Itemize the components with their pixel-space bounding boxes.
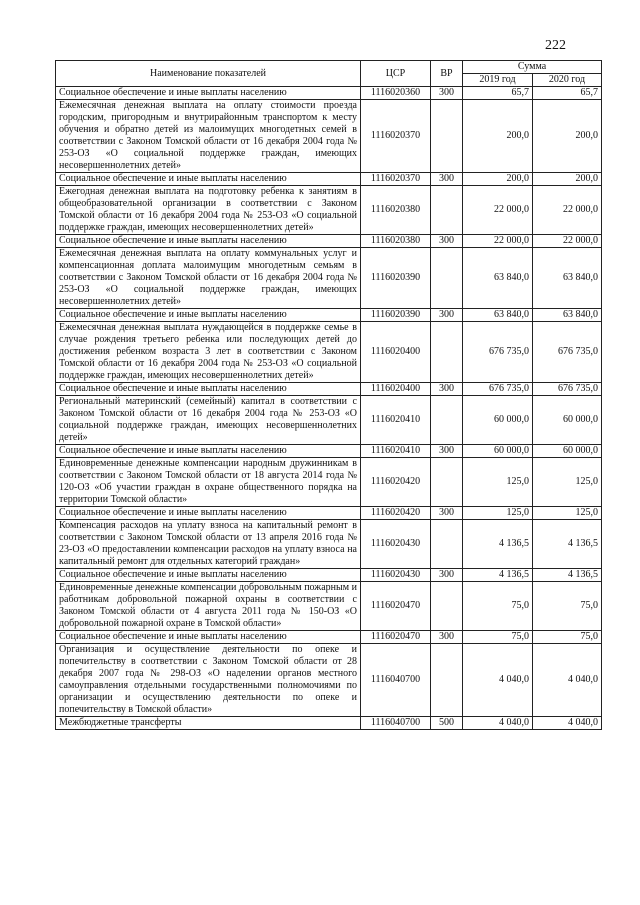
cell-vr — [431, 248, 463, 309]
table-row — [56, 569, 602, 582]
cell-csr: 1116040700 — [361, 644, 431, 717]
cell-name: Ежемесячная денежная выплата на оплату стоимости проезда городским, пригородным и внутрирайонным транспортом к месту обучения и обратно детей из малоимущих многодетных семей в соответствии с Законом Томской области от 16 декабря 2004 года № 253-ОЗ «О социальной поддержке граждан, имеющих несовершеннолетних детей» — [56, 100, 361, 173]
cell-vr: 500 — [431, 717, 463, 730]
cell-2020: 65,7 — [533, 87, 602, 100]
cell-vr — [431, 322, 463, 383]
cell-name: Социальное обеспечение и иные выплаты населению — [56, 173, 361, 186]
cell-vr: 300 — [431, 173, 463, 186]
cell-2019: 75,0 — [463, 582, 533, 631]
cell-csr: 1116020420 — [361, 507, 431, 520]
cell-2020: 63 840,0 — [533, 248, 602, 309]
cell-name: Ежемесячная денежная выплата нуждающейся в поддержке семье в случае рождения третьего ребенка или последующих детей до достижения ребенком возраста 3 лет в соответствии с Законом Томской области от 16 декабря 2004 года № 253-ОЗ «О социальной поддержке граждан, имеющих несовершеннолетних детей» — [56, 322, 361, 383]
cell-csr: 1116020400 — [361, 322, 431, 383]
cell-name: Социальное обеспечение и иные выплаты населению — [56, 631, 361, 644]
cell-2020: 4 136,5 — [533, 520, 602, 569]
table-header — [56, 61, 602, 87]
cell-2019: 63 840,0 — [463, 309, 533, 322]
table-row — [56, 644, 602, 717]
cell-csr: 1116040700 — [361, 717, 431, 730]
cell-name: Единовременные денежные компенсации народным дружинникам в соответствии с Законом Томской области от 18 августа 2014 года № 120-ОЗ «Об участии граждан в охране общественного порядка на территории Томской области» — [56, 458, 361, 507]
cell-vr — [431, 644, 463, 717]
cell-name: Региональный материнский (семейный) капитал в соответствии с Законом Томской области от 16 декабря 2004 года № 253-ОЗ «О социальной поддержке граждан, имеющих несовершеннолетних детей» — [56, 396, 361, 445]
cell-csr: 1116020430 — [361, 520, 431, 569]
header-sum: Сумма — [463, 61, 602, 74]
cell-2019: 75,0 — [463, 631, 533, 644]
cell-2019: 4 136,5 — [463, 569, 533, 582]
header-csr: ЦСР — [361, 61, 431, 87]
table-row — [56, 582, 602, 631]
cell-vr: 300 — [431, 569, 463, 582]
table-row — [56, 309, 602, 322]
cell-vr — [431, 396, 463, 445]
cell-2020: 125,0 — [533, 458, 602, 507]
cell-name: Социальное обеспечение и иные выплаты населению — [56, 569, 361, 582]
cell-2020: 75,0 — [533, 631, 602, 644]
table-row — [56, 396, 602, 445]
cell-csr: 1116020470 — [361, 631, 431, 644]
cell-name: Ежемесячная денежная выплата на оплату коммунальных услуг и компенсационная доплата малоимущим многодетным семьям в соответствии с Законом Томской области от 16 декабря 2004 года № 253-ОЗ «О социальной поддержке граждан, имеющих несовершеннолетних детей» — [56, 248, 361, 309]
cell-name: Социальное обеспечение и иные выплаты населению — [56, 445, 361, 458]
cell-2019: 60 000,0 — [463, 445, 533, 458]
header-year-2020: 2020 год — [533, 74, 602, 87]
cell-csr: 1116020390 — [361, 248, 431, 309]
cell-vr: 300 — [431, 631, 463, 644]
cell-2020: 60 000,0 — [533, 396, 602, 445]
cell-name: Межбюджетные трансферты — [56, 717, 361, 730]
cell-2020: 22 000,0 — [533, 235, 602, 248]
cell-name: Социальное обеспечение и иные выплаты населению — [56, 87, 361, 100]
cell-2020: 125,0 — [533, 507, 602, 520]
cell-csr: 1116020380 — [361, 186, 431, 235]
cell-csr: 1116020390 — [361, 309, 431, 322]
cell-2019: 4 040,0 — [463, 644, 533, 717]
table-row — [56, 507, 602, 520]
cell-2019: 200,0 — [463, 173, 533, 186]
table-row — [56, 445, 602, 458]
cell-vr — [431, 458, 463, 507]
cell-name: Социальное обеспечение и иные выплаты населению — [56, 235, 361, 248]
cell-vr — [431, 100, 463, 173]
cell-2019: 125,0 — [463, 507, 533, 520]
cell-2020: 63 840,0 — [533, 309, 602, 322]
header-vr: ВР — [431, 61, 463, 87]
cell-name: Социальное обеспечение и иные выплаты населению — [56, 507, 361, 520]
header-name: Наименование показателей — [56, 61, 361, 87]
cell-name: Организация и осуществление деятельности по опеке и попечительству в соответствии с Законом Томской области от 28 декабря 2007 года № 298-ОЗ «О наделении органов местного самоуправления отдельными государственными полномочиями по организации и осуществлению деятельности по опеке и попечительству в Томской области» — [56, 644, 361, 717]
table-row — [56, 631, 602, 644]
cell-csr: 1116020420 — [361, 458, 431, 507]
cell-vr — [431, 582, 463, 631]
cell-2020: 676 735,0 — [533, 383, 602, 396]
cell-2020: 4 040,0 — [533, 717, 602, 730]
cell-vr — [431, 520, 463, 569]
cell-2019: 65,7 — [463, 87, 533, 100]
cell-2020: 4 136,5 — [533, 569, 602, 582]
cell-vr: 300 — [431, 235, 463, 248]
cell-2020: 22 000,0 — [533, 186, 602, 235]
cell-csr: 1116020370 — [361, 173, 431, 186]
cell-csr: 1116020430 — [361, 569, 431, 582]
cell-csr: 1116020380 — [361, 235, 431, 248]
cell-2019: 60 000,0 — [463, 396, 533, 445]
table-row — [56, 235, 602, 248]
cell-csr: 1116020410 — [361, 445, 431, 458]
cell-vr: 300 — [431, 87, 463, 100]
cell-name: Единовременные денежные компенсации добровольным пожарным и работникам добровольной пожарной охраны в соответствии с Законом Томской области от 4 августа 2011 года № 150-ОЗ «О добровольной пожарной охране в Томской области» — [56, 582, 361, 631]
table-row — [56, 520, 602, 569]
table-row — [56, 458, 602, 507]
table-row — [56, 173, 602, 186]
cell-2019: 22 000,0 — [463, 186, 533, 235]
cell-csr: 1116020410 — [361, 396, 431, 445]
cell-csr: 1116020360 — [361, 87, 431, 100]
cell-csr: 1116020370 — [361, 100, 431, 173]
page-number: 222 — [545, 38, 566, 53]
cell-2020: 200,0 — [533, 173, 602, 186]
cell-2020: 4 040,0 — [533, 644, 602, 717]
cell-vr — [431, 186, 463, 235]
cell-vr: 300 — [431, 507, 463, 520]
cell-2019: 676 735,0 — [463, 383, 533, 396]
cell-2020: 75,0 — [533, 582, 602, 631]
budget-table — [55, 60, 602, 730]
cell-2020: 200,0 — [533, 100, 602, 173]
cell-2020: 676 735,0 — [533, 322, 602, 383]
cell-vr: 300 — [431, 383, 463, 396]
table-body — [56, 87, 602, 730]
cell-name: Социальное обеспечение и иные выплаты населению — [56, 383, 361, 396]
cell-2019: 200,0 — [463, 100, 533, 173]
cell-csr: 1116020470 — [361, 582, 431, 631]
cell-csr: 1116020400 — [361, 383, 431, 396]
cell-2020: 60 000,0 — [533, 445, 602, 458]
table-row — [56, 100, 602, 173]
cell-2019: 63 840,0 — [463, 248, 533, 309]
table-row — [56, 186, 602, 235]
table-row — [56, 717, 602, 730]
cell-name: Компенсация расходов на уплату взноса на капитальный ремонт в соответствии с Законом Томской области от 13 апреля 2016 года № 23-ОЗ «О предоставлении компенсации расходов на уплату взноса на капитальный ремонт для отдельных категорий граждан» — [56, 520, 361, 569]
cell-name: Ежегодная денежная выплата на подготовку ребенка к занятиям в общеобразовательной организации в соответствии с Законом Томской области от 16 декабря 2004 года № 253-ОЗ «О социальной поддержке граждан, имеющих несовершеннолетних детей» — [56, 186, 361, 235]
table-row — [56, 248, 602, 309]
cell-2019: 125,0 — [463, 458, 533, 507]
cell-2019: 4 136,5 — [463, 520, 533, 569]
table-row — [56, 383, 602, 396]
cell-2019: 22 000,0 — [463, 235, 533, 248]
cell-vr: 300 — [431, 309, 463, 322]
cell-2019: 676 735,0 — [463, 322, 533, 383]
cell-vr: 300 — [431, 445, 463, 458]
cell-name: Социальное обеспечение и иные выплаты населению — [56, 309, 361, 322]
table-row — [56, 87, 602, 100]
header-year-2019: 2019 год — [463, 74, 533, 87]
cell-2019: 4 040,0 — [463, 717, 533, 730]
table-row — [56, 322, 602, 383]
